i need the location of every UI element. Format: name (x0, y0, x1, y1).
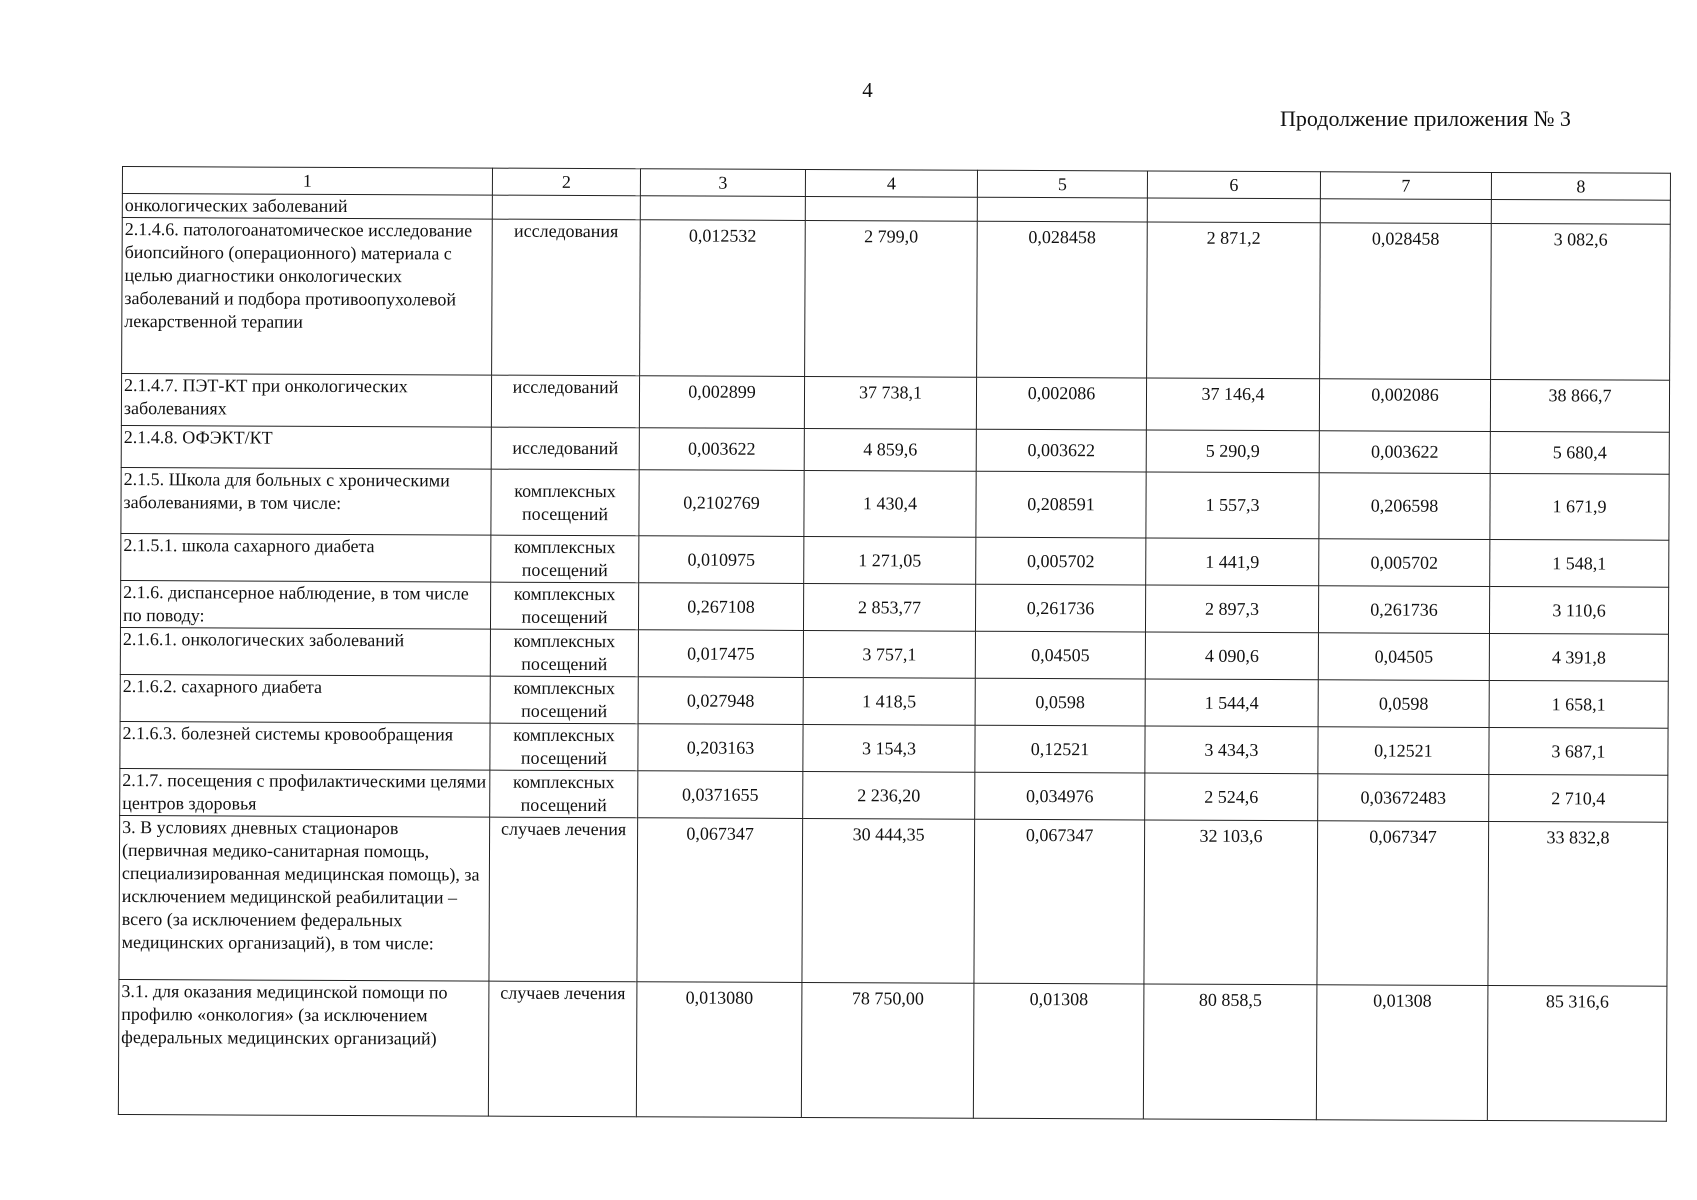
value-cell: 78 750,00 (801, 982, 974, 1118)
value-cell: 1 671,9 (1490, 473, 1669, 540)
value-cell: 0,12521 (975, 725, 1145, 773)
value-cell: 2 871,2 (1147, 222, 1321, 379)
value-cell (1491, 199, 1670, 224)
value-cell (640, 196, 805, 221)
table-row (118, 979, 1667, 1121)
row-label-cell: 2.1.4.8. ОФЭКТ/КТ (121, 425, 491, 469)
value-cell: 2 524,6 (1145, 773, 1318, 821)
column-header: 8 (1491, 172, 1670, 200)
value-cell: 37 146,4 (1146, 378, 1319, 431)
value-cell: 4 391,8 (1489, 633, 1668, 681)
unit-cell: комплексных посещений (490, 629, 638, 677)
row-label-cell: 3.1. для оказания медицинской помощи по профилю «онкология» (за исключением федеральных медицинских организаций) (118, 979, 489, 1116)
value-cell: 5 680,4 (1490, 431, 1669, 474)
value-cell: 2 236,20 (803, 771, 975, 819)
value-cell: 0,003622 (1319, 431, 1490, 474)
value-cell: 0,261736 (975, 584, 1145, 632)
unit-cell: комплексных посещений (491, 469, 639, 536)
value-cell: 0,206598 (1319, 473, 1490, 540)
value-cell (805, 196, 977, 221)
value-cell: 85 316,6 (1487, 985, 1667, 1121)
table-row (120, 627, 1668, 681)
row-label-cell: 2.1.7. посещения с профилактическими целями центров здоровья (120, 768, 490, 817)
table-row (122, 218, 1671, 381)
value-cell: 0,0598 (975, 678, 1145, 726)
value-cell (977, 197, 1147, 222)
unit-cell: исследований (491, 427, 639, 470)
row-label-cell: 2.1.4.7. ПЭТ-КТ при онкологических заболеваниях (121, 374, 491, 428)
unit-cell: комплексных посещений (491, 535, 639, 583)
appendix-title: Продолжение приложения № 3 (1280, 106, 1571, 131)
value-cell: 0,203163 (638, 724, 803, 772)
value-cell: 2 853,77 (803, 583, 975, 631)
value-cell: 0,012532 (640, 220, 806, 377)
value-cell: 3 687,1 (1489, 727, 1668, 775)
table-row (121, 374, 1669, 433)
value-cell (1147, 198, 1320, 223)
value-cell: 1 430,4 (804, 470, 976, 537)
value-cell: 1 418,5 (803, 677, 975, 725)
value-cell: 0,267108 (638, 583, 803, 631)
value-cell: 0,0371655 (638, 771, 803, 819)
unit-cell: исследования (492, 219, 641, 376)
data-table (118, 166, 1671, 1122)
value-cell: 0,002899 (639, 376, 804, 429)
value-cell: 0,028458 (977, 221, 1148, 378)
table-row (120, 768, 1668, 822)
column-header: 7 (1320, 172, 1491, 200)
unit-cell: случаев лечения (488, 981, 637, 1117)
value-cell: 0,03672483 (1318, 774, 1489, 822)
value-cell: 0,005702 (1319, 539, 1490, 587)
table-row (120, 580, 1668, 634)
unit-cell: комплексных посещений (490, 723, 638, 771)
value-cell: 0,013080 (636, 982, 802, 1118)
value-cell: 2 710,4 (1489, 774, 1668, 822)
row-label-cell: 2.1.5. Школа для больных с хроническими заболеваниями, в том числе: (121, 467, 491, 535)
unit-cell: случаев лечения (489, 817, 638, 982)
unit-cell: комплексных посещений (490, 770, 638, 818)
value-cell: 0,034976 (975, 772, 1145, 820)
column-header: 2 (492, 168, 640, 196)
row-label-cell: 2.1.6.2. сахарного диабета (120, 674, 490, 723)
value-cell: 0,017475 (638, 630, 803, 678)
table-row (121, 467, 1669, 540)
value-cell: 33 832,8 (1488, 821, 1668, 986)
column-header: 6 (1147, 171, 1320, 199)
row-label-cell: 2.1.6.3. болезней системы кровообращения (120, 721, 490, 770)
value-cell: 0,12521 (1318, 727, 1489, 775)
value-cell: 80 858,5 (1143, 984, 1317, 1120)
value-cell: 0,003622 (976, 429, 1146, 472)
value-cell: 38 866,7 (1490, 379, 1669, 432)
value-cell: 2 897,3 (1145, 585, 1318, 633)
value-cell: 0,028458 (1320, 223, 1492, 380)
value-cell: 1 271,05 (804, 536, 976, 584)
value-cell: 1 544,4 (1145, 679, 1318, 727)
row-label-cell: 2.1.5.1. школа сахарного диабета (121, 533, 491, 582)
unit-cell: комплексных посещений (490, 582, 638, 630)
value-cell: 5 290,9 (1146, 430, 1319, 473)
value-cell: 32 103,6 (1144, 820, 1318, 985)
value-cell: 3 154,3 (803, 724, 975, 772)
column-header: 1 (122, 167, 492, 196)
value-cell: 1 548,1 (1490, 539, 1669, 587)
row-label-cell: 3. В условиях дневных стационаров (первичная медико-санитарная помощь, специализированная медицинская помощь), за исключением медицинской реабилитации – всего (за исключением федеральных медицинских организаций), в том числе: (119, 815, 490, 981)
row-label-cell: онкологических заболеваний (122, 194, 492, 220)
page-number: 4 (862, 78, 873, 102)
value-cell: 2 799,0 (805, 220, 978, 377)
value-cell: 3 757,1 (803, 630, 975, 678)
row-label-cell: 2.1.6.1. онкологических заболеваний (120, 627, 490, 676)
value-cell: 0,005702 (976, 537, 1146, 585)
value-cell: 0,002086 (1319, 379, 1490, 432)
value-cell: 0,002086 (976, 377, 1146, 430)
value-cell: 0,2102769 (639, 470, 804, 537)
value-cell (1320, 199, 1491, 224)
value-cell: 0,208591 (976, 471, 1146, 538)
value-cell: 1 557,3 (1146, 472, 1319, 539)
unit-cell: комплексных посещений (490, 676, 638, 724)
value-cell: 4 859,6 (804, 428, 976, 471)
column-header: 5 (977, 170, 1147, 198)
row-label-cell: 2.1.4.6. патологоанатомическое исследование биопсийного (операционного) материала с целью диагностики онкологических заболеваний и подбора противоопухолевой лекарственной терапии (122, 218, 493, 376)
value-cell: 37 738,1 (804, 376, 976, 429)
value-cell: 0,010975 (639, 536, 804, 584)
table-row (121, 533, 1669, 587)
value-cell: 0,0598 (1318, 680, 1489, 728)
value-cell: 0,01308 (973, 983, 1144, 1119)
value-cell: 0,01308 (1316, 985, 1488, 1121)
table-row (121, 425, 1669, 474)
value-cell: 3 110,6 (1489, 586, 1668, 634)
value-cell: 0,04505 (975, 631, 1145, 679)
value-cell: 0,067347 (974, 819, 1145, 984)
column-header: 4 (805, 169, 977, 197)
value-cell: 4 090,6 (1145, 632, 1318, 680)
value-cell: 30 444,35 (802, 818, 975, 983)
value-cell: 0,067347 (1317, 821, 1489, 986)
value-cell: 3 082,6 (1491, 223, 1671, 380)
table-row (120, 674, 1668, 728)
table-row (119, 815, 1668, 986)
value-cell: 0,04505 (1318, 633, 1489, 681)
value-cell: 0,261736 (1318, 586, 1489, 634)
column-header: 3 (640, 169, 805, 197)
value-cell: 0,027948 (638, 677, 803, 725)
unit-cell: исследований (491, 375, 639, 428)
value-cell: 1 441,9 (1146, 538, 1319, 586)
table-row (120, 721, 1668, 775)
value-cell: 0,067347 (637, 818, 803, 983)
value-cell: 3 434,3 (1145, 726, 1318, 774)
unit-cell (492, 195, 640, 220)
value-cell: 1 658,1 (1489, 680, 1668, 728)
value-cell: 0,003622 (639, 428, 804, 471)
row-label-cell: 2.1.6. диспансерное наблюдение, в том числе по поводу: (120, 580, 490, 629)
